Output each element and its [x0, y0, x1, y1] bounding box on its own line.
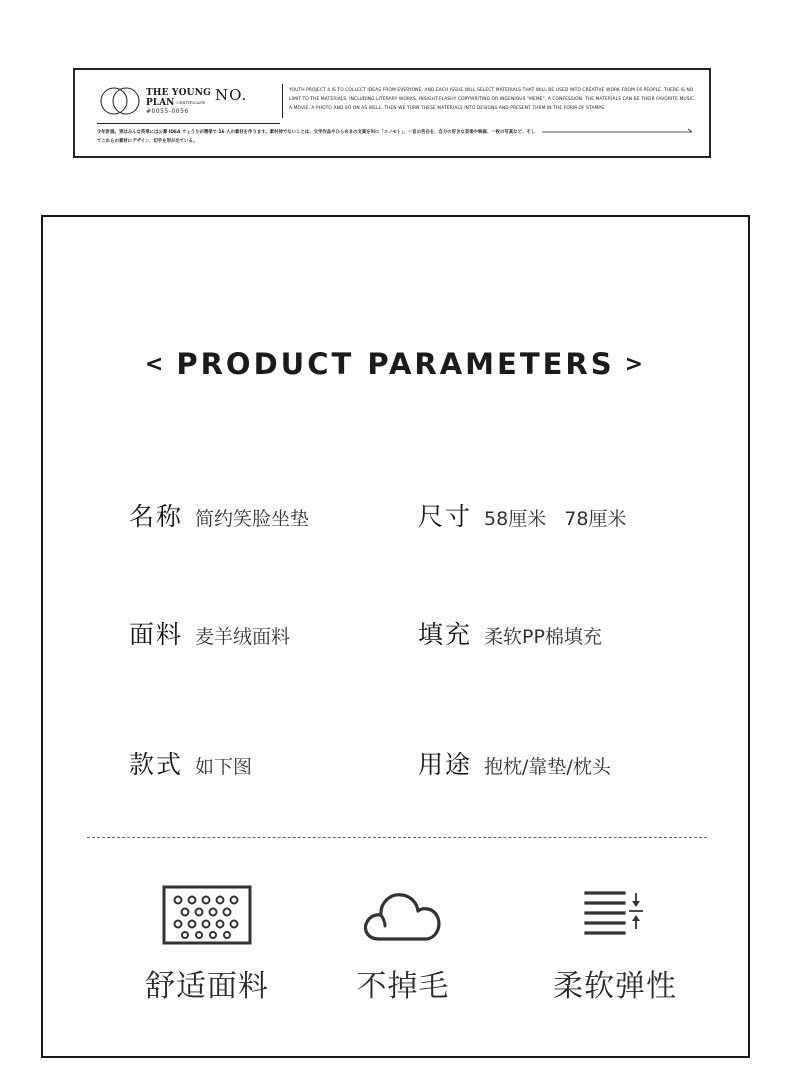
param-label: 面料 — [129, 620, 184, 649]
param-label: 填充 — [418, 620, 473, 649]
chevron-left-icon: < — [144, 352, 167, 377]
brand-certificate: CERTIFICATE — [176, 100, 206, 105]
param-value: 柔软PP棉填充 — [484, 626, 602, 648]
param-value: 如下图 — [195, 756, 253, 778]
feature-label: 不掉毛 — [356, 969, 450, 1004]
banner-english-text: YOUTH PROJECT 4 IS TO COLLECT IDEAS FROM EVERYONE, AND EACH ISSUE WILL SELECT MATERIALS THAT WILL BE USED INTO CREATIVE WORK FROM 16 PEOPLE. THERE IS NO LIMIT TO THE MATERIALS, INCLUDING LITERARY WORKS, INSIGHT-FLASHY COPYWRITING OR INGENIOUS "MEME", A CONFESSION. THE MATERIALS CAN BE THEIR FAVORITE MUSIC, A MOVIE, A PHOTO AND SO ON AS WELL. THEN WE TURN THESE MATERIALS INTO DESIGNS AND PRESENT THEM IN THE FORM OF STAMPS. — [289, 88, 696, 111]
dashed-divider — [87, 837, 707, 838]
param-fabric — [129, 615, 290, 651]
fabric-grid-icon — [162, 885, 252, 945]
chevron-right-icon: > — [624, 352, 647, 377]
arrow-right-icon — [542, 128, 694, 134]
param-value: 抱枕/靠垫/枕头 — [484, 756, 611, 778]
cloud-icon — [361, 885, 445, 945]
param-label: 款式 — [129, 750, 184, 779]
param-value: 58厘米 78厘米 — [484, 508, 627, 530]
param-usage — [418, 745, 611, 781]
banner-japanese-text: 少年計画。実はみんな英単には公募 IDEA ウょうりが選挙で 16 人の素材を作ります。素材持でないことは、文学作品やひらめきの文案を叫に「エノモト」、一言の告白を、自分の好きな音楽や映画、一枚の写真など、そしてこれらの素材にデザイン、切手を形が出ている。 — [97, 130, 536, 144]
param-label: 用途 — [418, 750, 473, 779]
elastic-lines-icon — [580, 885, 650, 945]
feature-comfortable-fabric — [127, 885, 287, 1005]
banner-divider — [282, 84, 283, 118]
feature-no-shedding — [323, 885, 483, 1005]
banner-rule — [97, 123, 280, 124]
feature-label: 舒适面料 — [145, 969, 269, 1004]
param-size — [418, 497, 627, 533]
heading-text: PRODUCT PARAMETERS — [176, 347, 615, 381]
brand-name-line1: THE YOUNG — [146, 88, 212, 98]
feature-label: 柔软弹性 — [553, 969, 677, 1004]
param-value: 麦羊绒面料 — [195, 626, 291, 648]
param-value: 简约笑脸坐垫 — [195, 508, 310, 530]
brand-logo-icon — [97, 85, 145, 117]
param-label: 尺寸 — [418, 502, 473, 531]
param-name — [129, 497, 309, 533]
number-label: NO. — [215, 86, 248, 104]
feature-soft-elasticity — [530, 885, 700, 1005]
header-banner — [73, 68, 711, 158]
section-heading — [43, 347, 748, 381]
brand-name-line2: PLAN CERTIFICATE — [146, 98, 206, 108]
param-filling — [418, 615, 602, 651]
product-parameters-card — [41, 215, 750, 1058]
param-label: 名称 — [129, 502, 184, 531]
param-style — [129, 745, 252, 781]
brand-code: #0055-0056 — [146, 108, 189, 115]
